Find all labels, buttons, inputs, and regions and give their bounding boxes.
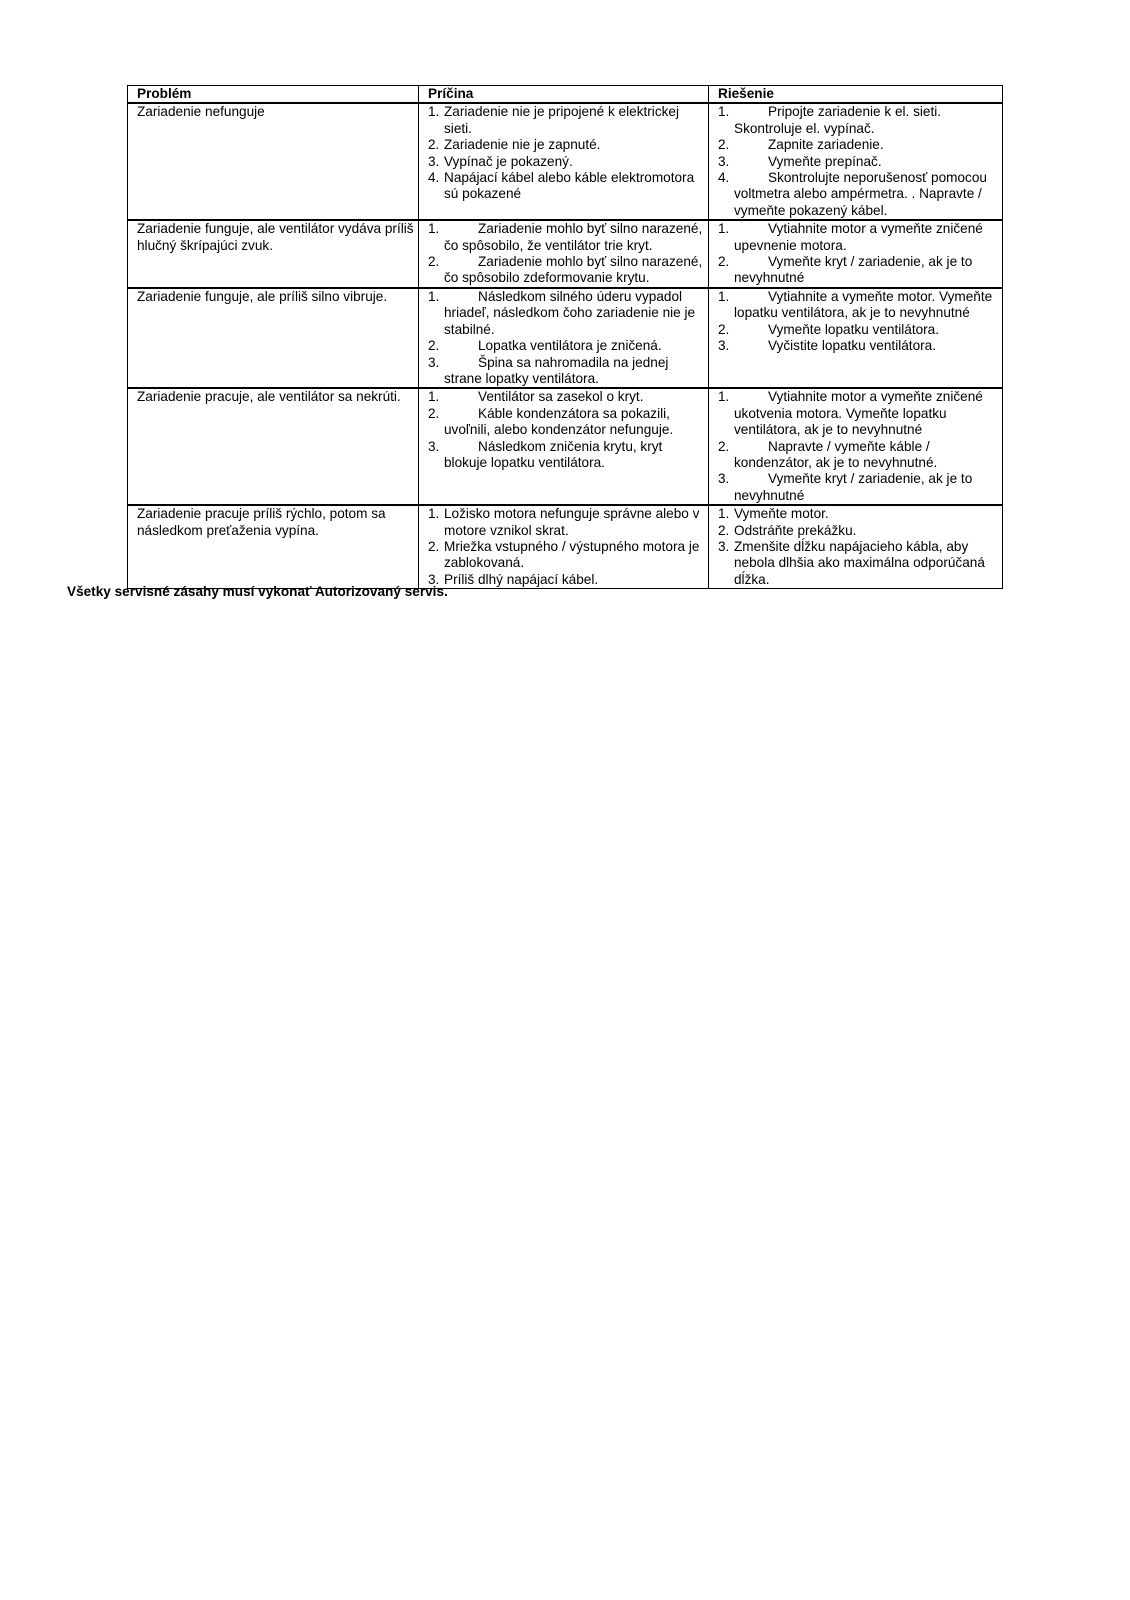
list-item-number: 3. [428, 354, 440, 370]
list-item [428, 539, 706, 572]
solution-list [718, 506, 1000, 588]
list-item-number: 1. [428, 221, 440, 237]
list-item-text: Napájací kábel alebo káble elektromotora sú pokazené [444, 170, 695, 202]
list-item-number: 3. [718, 538, 730, 554]
list-item-number: 3. [718, 338, 730, 354]
list-item-text: Vymeňte kryt / zariadenie, ak je to nevyhnutné [734, 254, 973, 286]
problem-cell: Zariadenie funguje, ale príliš silno vibruje. [128, 288, 419, 388]
list-item-number: 2. [718, 522, 730, 538]
list-item-text: Vymeňte kryt / zariadenie, ak je to nevyhnutné [734, 471, 973, 503]
solution-cell [709, 103, 1003, 220]
list-item-number: 1. [718, 506, 730, 522]
list-item-number: 3. [718, 153, 730, 169]
list-item [718, 389, 1000, 438]
list-item [428, 572, 706, 588]
list-item-number: 1. [718, 104, 730, 120]
list-item-text: Vypínač je pokazený. [444, 153, 573, 169]
cause-cell [419, 220, 709, 288]
problem-cell: Zariadenie funguje, ale ventilátor vydáva príliš hlučný škrípajúci zvuk. [128, 220, 419, 288]
list-item [428, 506, 706, 539]
list-item [428, 221, 706, 254]
cause-cell [419, 388, 709, 505]
table-row [128, 288, 1003, 388]
table-row [128, 220, 1003, 288]
list-item [428, 355, 706, 388]
list-item [428, 338, 706, 354]
table-row [128, 103, 1003, 220]
list-item [428, 389, 706, 405]
problem-cell: Zariadenie pracuje, ale ventilátor sa nekrúti. [128, 388, 419, 505]
list-item-text: Vytiahnite a vymeňte motor. Vymeňte lopatku ventilátora, ak je to nevyhnutné [734, 288, 993, 321]
solution-cell [709, 388, 1003, 505]
cause-cell [419, 288, 709, 388]
list-item-number: 1. [428, 288, 440, 304]
solution-list [718, 104, 1000, 219]
cause-cell [419, 103, 709, 220]
list-item-number: 2. [428, 338, 440, 354]
table-row [128, 388, 1003, 505]
list-item-number: 2. [428, 405, 440, 421]
solution-cell [709, 220, 1003, 288]
list-item-text: Vymeňte motor. [734, 506, 829, 522]
list-item-number: 1. [718, 288, 730, 304]
list-item [428, 439, 706, 472]
list-item-text: Vyčistite lopatku ventilátora. [768, 338, 936, 354]
list-item [718, 338, 1000, 354]
table-row [128, 505, 1003, 589]
list-item-text: Káble kondenzátora sa pokazili, uvoľnili, alebo kondenzátor nefunguje. [444, 405, 674, 438]
cause-list [428, 104, 706, 202]
list-item-text: Zariadenie nie je pripojené k elektrickej sieti. [444, 104, 679, 136]
list-item-number: 3. [428, 438, 440, 454]
list-item [428, 154, 706, 170]
list-item-text: Špina sa nahromadila na jednej strane lopatky ventilátora. [444, 354, 669, 386]
list-item-number: 2. [718, 321, 730, 337]
list-item [718, 221, 1000, 254]
table-body [128, 103, 1003, 588]
list-item-number: 1. [428, 389, 440, 405]
list-item [718, 506, 1000, 522]
list-item [428, 254, 706, 287]
list-item-number: 1. [718, 389, 730, 405]
list-item-text: Zariadenie mohlo byť silno narazené, čo spôsobilo zdeformovanie krytu. [444, 254, 703, 286]
solution-cell [709, 505, 1003, 589]
header-row [128, 86, 1003, 104]
list-item-number: 2. [428, 254, 440, 270]
list-item-number: 2. [718, 137, 730, 153]
list-item-text: Následkom silného úderu vypadol hriadeľ, následkom čoho zariadenie nie je stabilné. [444, 288, 696, 337]
cause-cell [419, 505, 709, 589]
list-item [718, 289, 1000, 322]
list-item-number: 1. [718, 221, 730, 237]
list-item-number: 4. [428, 170, 440, 186]
list-item [718, 170, 1000, 219]
list-item [718, 154, 1000, 170]
solution-cell [709, 288, 1003, 388]
list-item-text: Vytiahnite motor a vymeňte zničené upevnenie motora. [734, 221, 983, 253]
list-item-text: Následkom zničenia krytu, kryt blokuje lopatku ventilátora. [444, 438, 663, 470]
list-item-text: Skontrolujte neporušenosť pomocou voltmetra alebo ampérmetra. . Napravte / vymeňte pokazený kábel. [734, 170, 987, 218]
list-item-number: 4. [718, 170, 730, 186]
list-item-text: Pripojte zariadenie k el. sieti. Skontroluje el. vypínač. [734, 104, 942, 136]
cause-list [428, 221, 706, 287]
troubleshooting-table [127, 85, 1003, 589]
list-item-text: Vymeňte prepínač. [768, 153, 882, 169]
list-item-text: Napravte / vymeňte káble / kondenzátor, ak je to nevyhnutné. [734, 438, 938, 470]
solution-list [718, 289, 1000, 355]
list-item-text: Vytiahnite motor a vymeňte zničené ukotvenia motora. Vymeňte lopatku ventilátora, ak je to nevyhnutné [734, 389, 983, 438]
list-item-number: 2. [718, 254, 730, 270]
list-item [718, 254, 1000, 287]
list-item [718, 104, 1000, 137]
list-item-text: Ložisko motora nefunguje správne alebo v motore vznikol skrat. [444, 506, 700, 538]
list-item-text: Zariadenie mohlo byť silno narazené, čo spôsobilo, že ventilátor trie kryt. [444, 221, 703, 253]
list-item-number: 3. [718, 471, 730, 487]
list-item-number: 2. [718, 438, 730, 454]
list-item-number: 1. [428, 104, 440, 120]
list-item-number: 1. [428, 506, 440, 522]
list-item-number: 3. [428, 153, 440, 169]
solution-list [718, 389, 1000, 504]
cause-list [428, 506, 706, 588]
list-item-text: Príliš dlhý napájací kábel. [444, 571, 599, 587]
list-item-text: Lopatka ventilátora je zničená. [478, 338, 662, 354]
list-item [718, 137, 1000, 153]
list-item-text: Vymeňte lopatku ventilátora. [768, 321, 940, 337]
service-note: Všetky servisné zásahy musí vykonať Autorizovaný servis. [67, 584, 448, 599]
list-item [428, 170, 706, 203]
cause-list [428, 289, 706, 387]
list-item [718, 322, 1000, 338]
list-item [718, 439, 1000, 472]
list-item-text: Mriežka vstupného / výstupného motora je zablokovaná. [444, 538, 700, 571]
list-item-number: 2. [428, 538, 440, 554]
header-solution: Riešenie [709, 86, 1003, 104]
list-item [428, 137, 706, 153]
list-item-number: 3. [428, 571, 440, 587]
list-item-text: Zariadenie nie je zapnuté. [444, 137, 601, 153]
list-item [428, 406, 706, 439]
cause-list [428, 389, 706, 471]
list-item-text: Zmenšite dĺžku napájacieho kábla, aby nebola dlhšia ako maximálna odporúčaná dĺžka. [734, 538, 985, 587]
list-item [718, 471, 1000, 504]
table-header [128, 86, 1003, 104]
list-item [718, 523, 1000, 539]
list-item [428, 289, 706, 338]
header-problem: Problém [128, 86, 419, 104]
problem-cell: Zariadenie pracuje príliš rýchlo, potom sa následkom preťaženia vypína. [128, 505, 419, 589]
list-item-number: 2. [428, 137, 440, 153]
list-item-text: Ventilátor sa zasekol o kryt. [478, 389, 644, 405]
list-item-text: Odstráňte prekážku. [734, 522, 857, 538]
solution-list [718, 221, 1000, 287]
list-item [718, 539, 1000, 588]
list-item [428, 104, 706, 137]
list-item-text: Zapnite zariadenie. [768, 137, 884, 153]
header-cause: Príčina [419, 86, 709, 104]
problem-cell: Zariadenie nefunguje [128, 103, 419, 220]
